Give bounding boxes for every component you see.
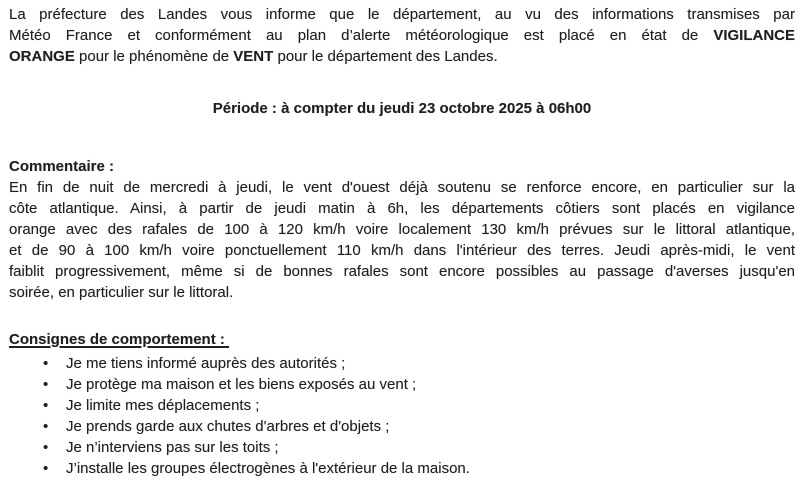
list-item: • J’installe les groupes électrogènes à l'extérieur de la maison.: [9, 458, 795, 479]
intro-text: pour le phénomène de: [74, 48, 234, 65]
intro-text: pour le département des Landes.: [273, 48, 498, 65]
commentaire-line-5: faiblit progressivement, même si de bonnes rafales sont encore possibles au passage d'averses jusqu'en: [9, 263, 795, 280]
intro-text: La préfecture des Landes vous informe que le département, au vu des informations transmises par: [9, 6, 795, 23]
list-item: • Je prends garde aux chutes d'arbres et d'objets ;: [9, 416, 795, 437]
intro-line-1: [9, 4, 795, 25]
consignes-heading-text: Consignes de comportement :: [9, 331, 230, 348]
consignes-heading: [9, 329, 795, 350]
periode-line: Période : à compter du jeudi 23 octobre 2025 à 06h00: [212, 100, 592, 117]
commentaire-line-3: orange avec des rafales de 100 à 120 km/h voire localement 130 km/h prévues sur le littoral atlantique,: [9, 221, 795, 238]
intro-line-2: [9, 25, 795, 46]
consignes-list: [9, 353, 795, 479]
vent-bold-text: VENT: [233, 48, 274, 65]
commentaire-line-2: côte atlantique. Ainsi, à partir de jeudi matin à 6h, les départements côtiers sont placés en vigilance: [9, 200, 795, 217]
list-item: • Je me tiens informé auprès des autorités ;: [9, 353, 795, 374]
vigilance-bold-text: VIGILANCE: [713, 27, 795, 44]
orange-bold-text: ORANGE: [9, 48, 75, 65]
list-item: • Je limite mes déplacements ;: [9, 395, 795, 416]
commentaire-line-1: En fin de nuit de mercredi à jeudi, le vent d'ouest déjà soutenu se renforce encore, en particulier sur la: [9, 179, 795, 196]
intro-paragraph: [9, 4, 795, 67]
list-item: • Je protège ma maison et les biens exposés au vent ;: [9, 374, 795, 395]
commentaire-line-6: soirée, en particulier sur le littoral.: [9, 284, 234, 301]
intro-text: Météo France et conformément au plan d’alerte météorologique est placé en état de: [9, 27, 714, 44]
intro-line-3: [9, 46, 795, 67]
list-item: • Je n’interviens pas sur les toits ;: [9, 437, 795, 458]
commentaire-paragraph: [9, 177, 795, 303]
commentaire-heading: Commentaire :: [9, 158, 115, 175]
commentaire-line-4: et de 90 à 100 km/h voire ponctuellement 110 km/h dans l'intérieur des terres. Jeudi après-midi, le vent: [9, 242, 795, 259]
